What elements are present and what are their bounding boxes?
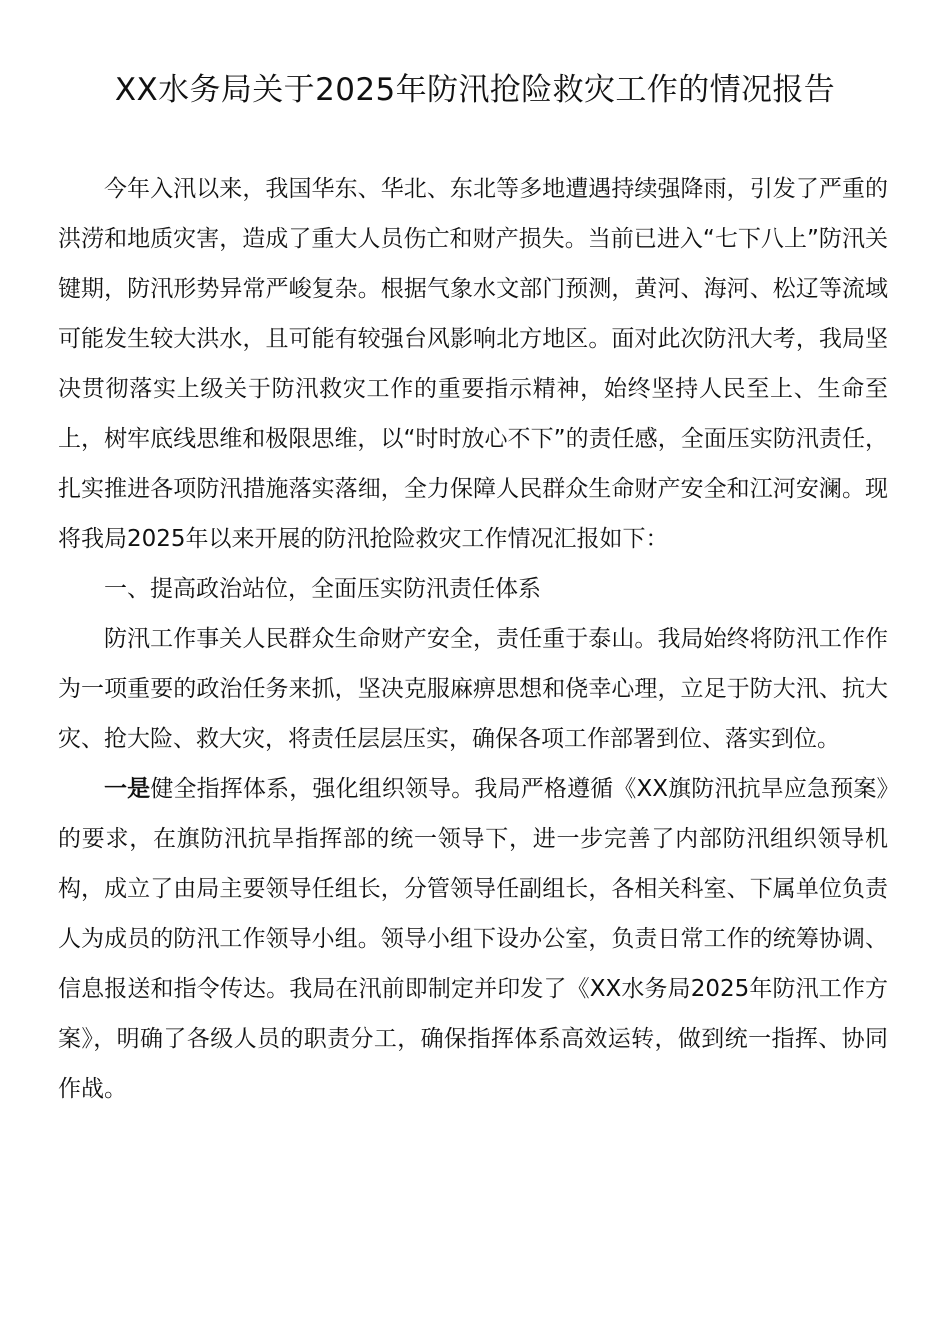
item-1-lead: 一是	[104, 776, 151, 802]
item-1-text: 健全指挥体系，强化组织领导。我局严格遵循《XX旗防汛抗旱应急预案》的要求，在旗防汛抗旱指挥部的统一领导下，进一步完善了内部防汛组织领导机构，成立了由局主要领导任组长，分管领导任副组长，各相关科室、下属单位负责人为成员的防汛工作领导小组。领导小组下设办公室，负责日常工作的统筹协调、信息报送和指令传达。我局在汛前即制定并印发了《XX水务局2025年防汛工作方案》，明确了各级人员的职责分工，确保指挥体系高效运转，做到统一指挥、协同作战。	[58, 776, 889, 1102]
document-body	[58, 164, 888, 1114]
section-1-heading: 一、提高政治站位，全面压实防汛责任体系	[104, 576, 541, 602]
intro-paragraph: 今年入汛以来，我国华东、华北、东北等多地遭遇持续强降雨，引发了严重的洪涝和地质灾害，造成了重大人员伤亡和财产损失。当前已进入“七下八上”防汛关键期，防汛形势异常严峻复杂。根据气象水文部门预测，黄河、海河、松辽等流域可能发生较大洪水，且可能有较强台风影响北方地区。面对此次防汛大考，我局坚决贯彻落实上级关于防汛救灾工作的重要指示精神，始终坚持人民至上、生命至上，树牢底线思维和极限思维，以“时时放心不下”的责任感，全面压实防汛责任，扎实推进各项防汛措施落实落细，全力保障人民群众生命财产安全和江河安澜。现将我局2025年以来开展的防汛抢险救灾工作情况汇报如下：	[58, 176, 888, 552]
section-1-paragraph: 防汛工作事关人民群众生命财产安全，责任重于泰山。我局始终将防汛工作作为一项重要的政治任务来抓，坚决克服麻痹思想和侥幸心理，立足于防大汛、抗大灾、抢大险、救大灾，将责任层层压实，确保各项工作部署到位、落实到位。	[58, 626, 888, 752]
item-1-paragraph	[58, 764, 888, 1114]
document-title: XX水务局关于2025年防汛抢险救灾工作的情况报告	[114, 72, 836, 108]
